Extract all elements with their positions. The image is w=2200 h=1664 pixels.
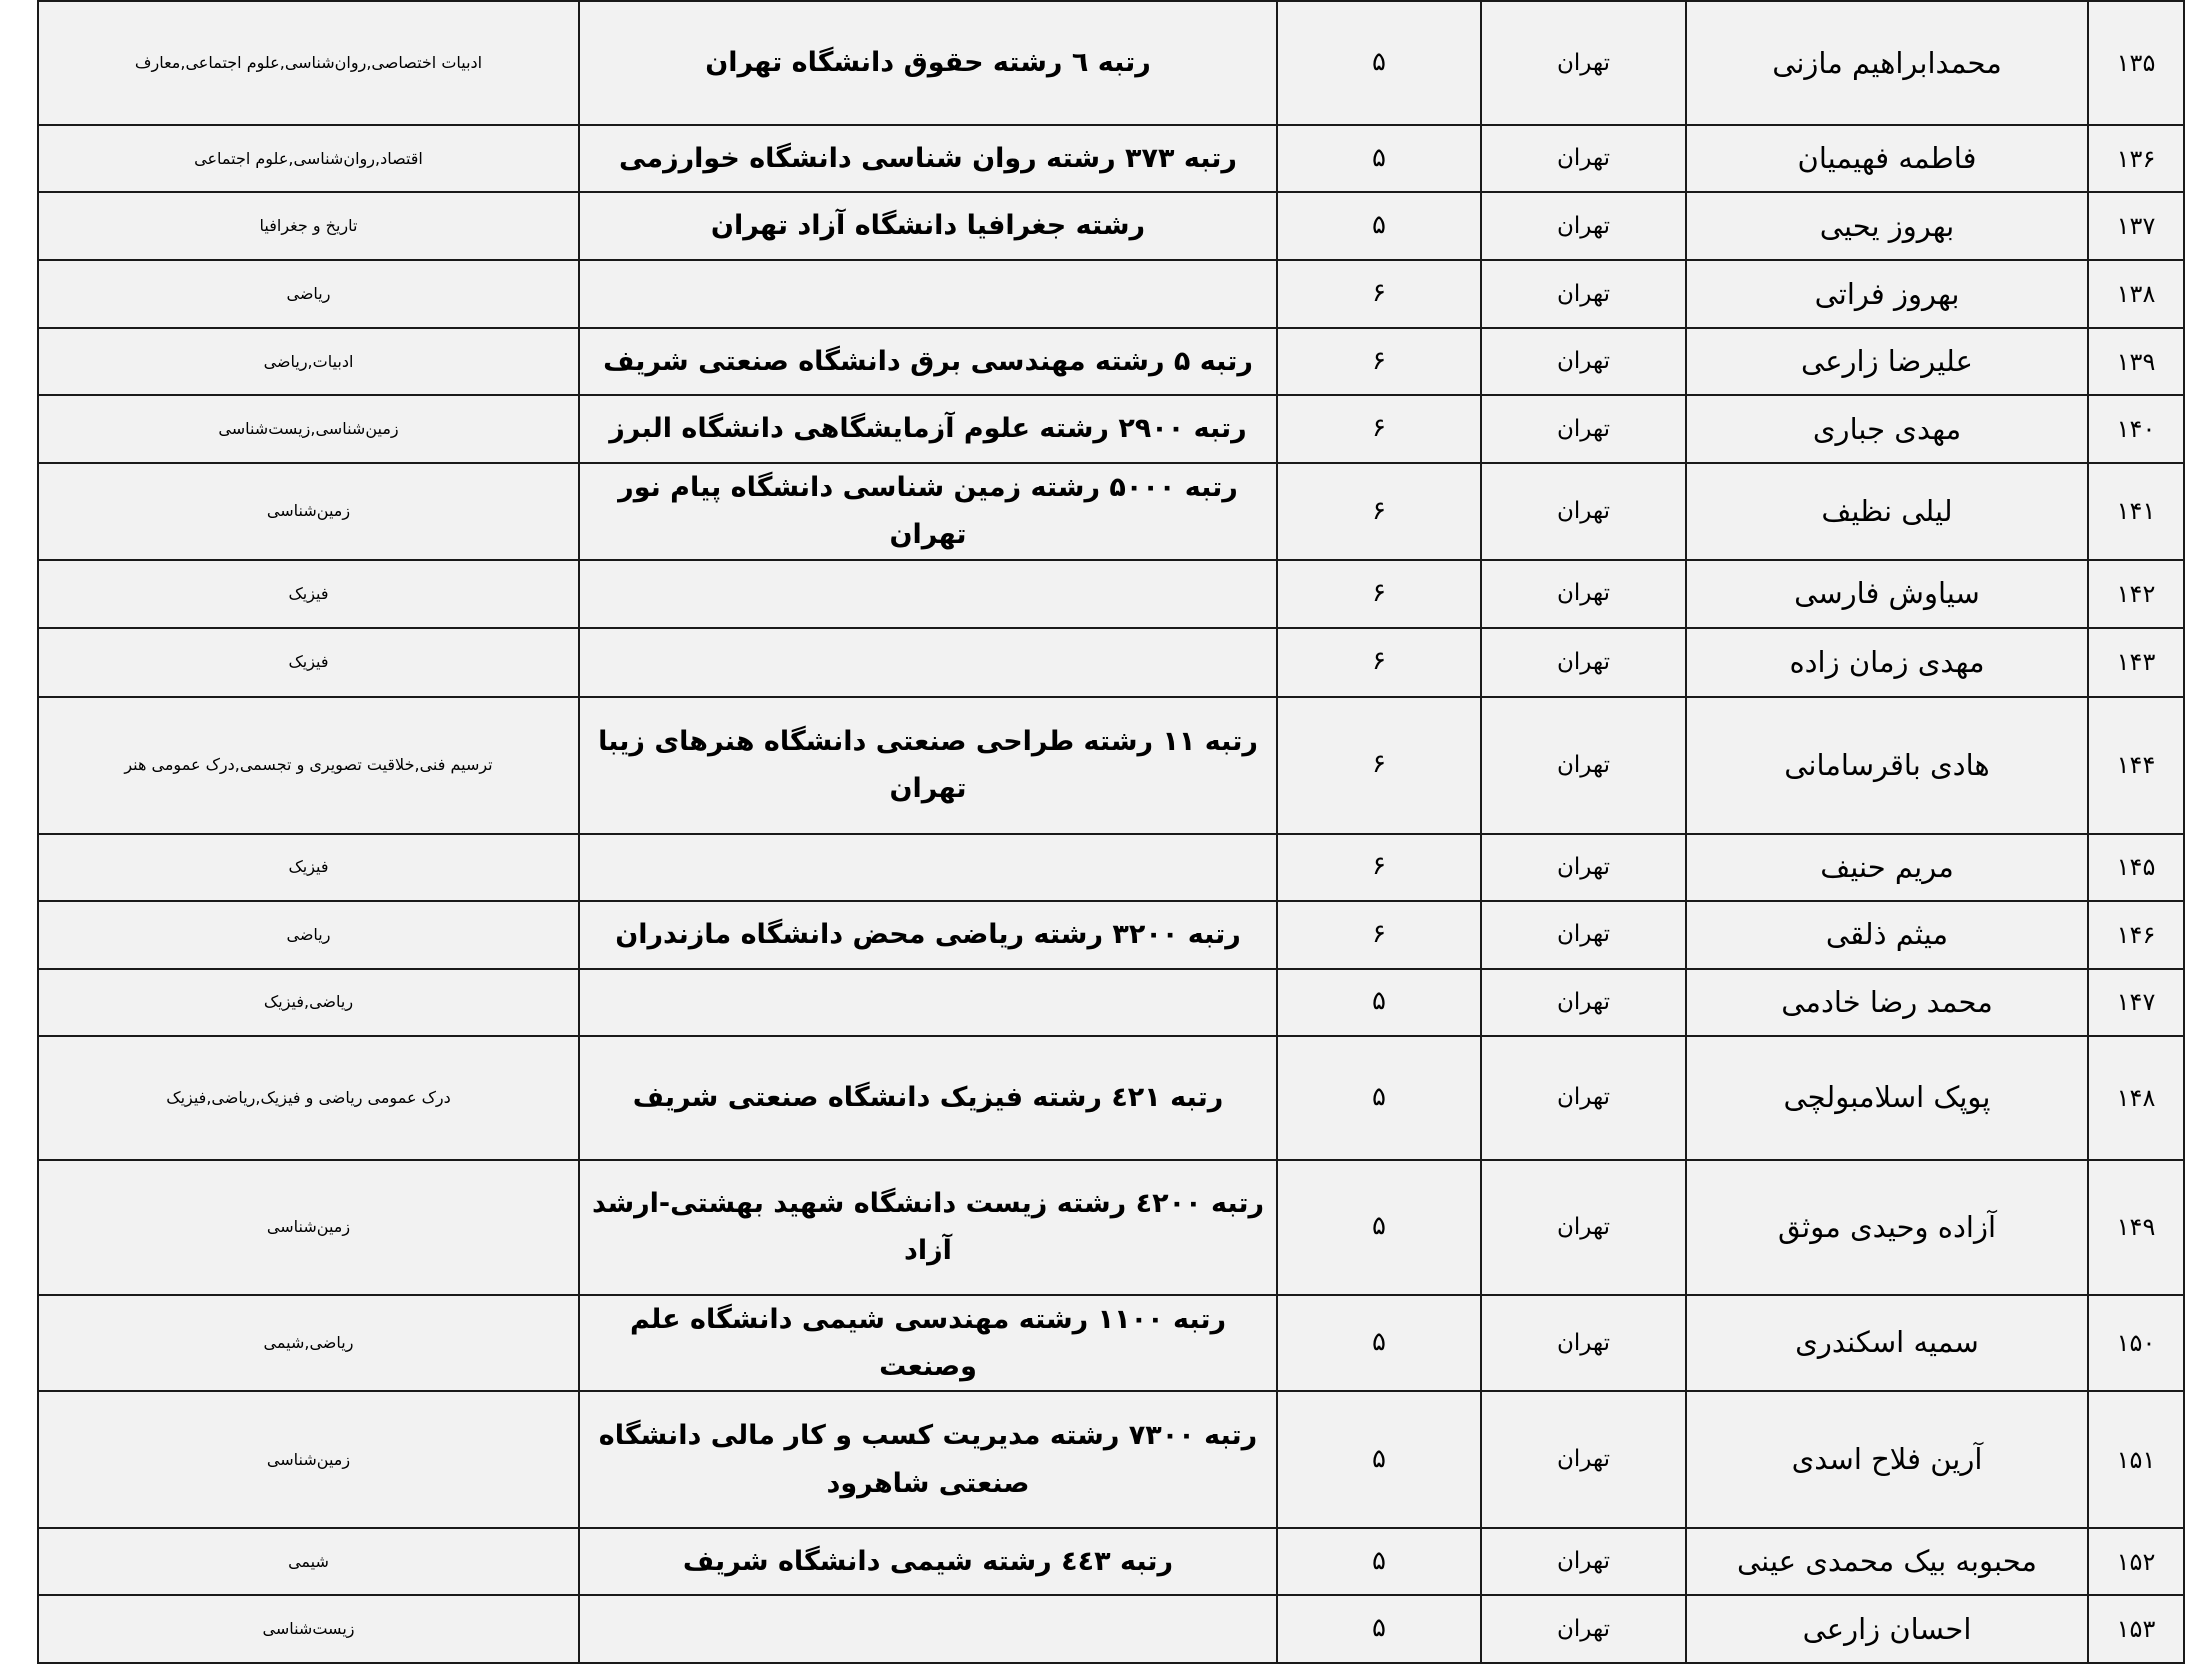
grade-cell: ۵	[1277, 192, 1481, 260]
table-row	[38, 1528, 2184, 1595]
student-name-cell: بهروز فراتی	[1686, 260, 2088, 328]
subjects-cell: شیمی	[38, 1528, 579, 1595]
university-rank-cell: رتبه ٤۲۰۰ رشته زیست دانشگاه شهید بهشتی-ارشد آزاد	[579, 1160, 1277, 1295]
subjects-cell: زمین‌شناسی,زیست‌شناسی	[38, 395, 579, 463]
university-rank-cell	[579, 560, 1277, 628]
row-number-cell: ۱۳۸	[2088, 260, 2184, 328]
city-cell: تهران	[1481, 125, 1686, 192]
table-row	[38, 1, 2184, 125]
subjects-cell: اقتصاد,روان‌شناسی,علوم اجتماعی	[38, 125, 579, 192]
table-row	[38, 628, 2184, 697]
row-number-cell: ۱۴۱	[2088, 463, 2184, 560]
table-row	[38, 192, 2184, 260]
student-name-cell: مهدی زمان زاده	[1686, 628, 2088, 697]
student-name-cell: علیرضا زارعی	[1686, 328, 2088, 395]
subjects-cell: ترسیم فنی,خلاقیت تصویری و تجسمی,درک عمومی هنر	[38, 697, 579, 834]
row-number-cell: ۱۴۶	[2088, 901, 2184, 969]
university-rank-cell	[579, 260, 1277, 328]
table-row	[38, 395, 2184, 463]
subjects-cell: ریاضی	[38, 901, 579, 969]
university-rank-cell: رتبه ٤٤۳ رشته شیمی دانشگاه شریف	[579, 1528, 1277, 1595]
table-row	[38, 1391, 2184, 1528]
city-cell: تهران	[1481, 395, 1686, 463]
university-rank-cell: رتبه ۵ رشته مهندسی برق دانشگاه صنعتی شریف	[579, 328, 1277, 395]
grade-cell: ۵	[1277, 1295, 1481, 1392]
grade-cell: ۶	[1277, 560, 1481, 628]
row-number-cell: ۱۵۰	[2088, 1295, 2184, 1392]
grade-cell: ۶	[1277, 834, 1481, 901]
student-name-cell: احسان زارعی	[1686, 1595, 2088, 1663]
subjects-cell: درک عمومی ریاضی و فیزیک,ریاضی,فیزیک	[38, 1036, 579, 1160]
grade-cell: ۶	[1277, 697, 1481, 834]
row-number-cell: ۱۳۵	[2088, 1, 2184, 125]
city-cell: تهران	[1481, 328, 1686, 395]
grade-cell: ۶	[1277, 260, 1481, 328]
table-row	[38, 1295, 2184, 1392]
city-cell: تهران	[1481, 560, 1686, 628]
city-cell: تهران	[1481, 1595, 1686, 1663]
student-name-cell: آرین فلاح اسدی	[1686, 1391, 2088, 1528]
students-table	[37, 0, 2185, 1664]
grade-cell: ۵	[1277, 1595, 1481, 1663]
city-cell: تهران	[1481, 192, 1686, 260]
university-rank-cell: رتبه ٦ رشته حقوق دانشگاه تهران	[579, 1, 1277, 125]
subjects-cell: فیزیک	[38, 560, 579, 628]
university-rank-cell: رتبه ۲۹۰۰ رشته علوم آزمایشگاهی دانشگاه البرز	[579, 395, 1277, 463]
grade-cell: ۶	[1277, 901, 1481, 969]
student-name-cell: مریم حنیف	[1686, 834, 2088, 901]
row-number-cell: ۱۴۳	[2088, 628, 2184, 697]
table-row	[38, 463, 2184, 560]
row-number-cell: ۱۵۱	[2088, 1391, 2184, 1528]
row-number-cell: ۱۳۷	[2088, 192, 2184, 260]
table-row	[38, 560, 2184, 628]
university-rank-cell: رتبه ۳۷۳ رشته روان شناسی دانشگاه خوارزمی	[579, 125, 1277, 192]
row-number-cell: ۱۴۲	[2088, 560, 2184, 628]
city-cell: تهران	[1481, 1160, 1686, 1295]
university-rank-cell	[579, 834, 1277, 901]
row-number-cell: ۱۴۷	[2088, 969, 2184, 1036]
university-rank-cell	[579, 628, 1277, 697]
student-name-cell: محمدابراهیم مازنی	[1686, 1, 2088, 125]
row-number-cell: ۱۳۹	[2088, 328, 2184, 395]
city-cell: تهران	[1481, 697, 1686, 834]
university-rank-cell: رشته جغرافیا دانشگاه آزاد تهران	[579, 192, 1277, 260]
table-row	[38, 1160, 2184, 1295]
row-number-cell: ۱۴۵	[2088, 834, 2184, 901]
grade-cell: ۶	[1277, 463, 1481, 560]
university-rank-cell: رتبه ۷۳۰۰ رشته مدیریت کسب و کار مالی دانشگاه صنعتی شاهرود	[579, 1391, 1277, 1528]
table-row	[38, 125, 2184, 192]
subjects-cell: ادبیات اختصاصی,روان‌شناسی,علوم اجتماعی,معارف	[38, 1, 579, 125]
city-cell: تهران	[1481, 628, 1686, 697]
subjects-cell: تاریخ و جغرافیا	[38, 192, 579, 260]
row-number-cell: ۱۳۶	[2088, 125, 2184, 192]
grade-cell: ۵	[1277, 1391, 1481, 1528]
table-row	[38, 901, 2184, 969]
university-rank-cell	[579, 969, 1277, 1036]
city-cell: تهران	[1481, 1, 1686, 125]
subjects-cell: زمین‌شناسی	[38, 463, 579, 560]
student-name-cell: هادی باقرسامانی	[1686, 697, 2088, 834]
city-cell: تهران	[1481, 260, 1686, 328]
subjects-cell: زمین‌شناسی	[38, 1160, 579, 1295]
subjects-cell: زمین‌شناسی	[38, 1391, 579, 1528]
student-name-cell: لیلی نظیف	[1686, 463, 2088, 560]
subjects-cell: فیزیک	[38, 628, 579, 697]
table-row	[38, 1036, 2184, 1160]
student-name-cell: میثم ذلقی	[1686, 901, 2088, 969]
university-rank-cell: رتبه ۵۰۰۰ رشته زمین شناسی دانشگاه پیام نور تهران	[579, 463, 1277, 560]
university-rank-cell: رتبه ۳۲۰۰ رشته ریاضی محض دانشگاه مازندران	[579, 901, 1277, 969]
university-rank-cell	[579, 1595, 1277, 1663]
university-rank-cell: رتبه ۱۱۰۰ رشته مهندسی شیمی دانشگاه علم وصنعت	[579, 1295, 1277, 1392]
student-name-cell: پوپک اسلامبولچی	[1686, 1036, 2088, 1160]
row-number-cell: ۱۵۳	[2088, 1595, 2184, 1663]
university-rank-cell: رتبه ۱۱ رشته طراحی صنعتی دانشگاه هنرهای زیبا تهران	[579, 697, 1277, 834]
city-cell: تهران	[1481, 1528, 1686, 1595]
grade-cell: ۶	[1277, 628, 1481, 697]
row-number-cell: ۱۴۴	[2088, 697, 2184, 834]
grade-cell: ۵	[1277, 1528, 1481, 1595]
student-name-cell: فاطمه فهیمیان	[1686, 125, 2088, 192]
student-name-cell: سیاوش فارسی	[1686, 560, 2088, 628]
subjects-cell: فیزیک	[38, 834, 579, 901]
grade-cell: ۵	[1277, 969, 1481, 1036]
subjects-cell: ادبیات,ریاضی	[38, 328, 579, 395]
city-cell: تهران	[1481, 901, 1686, 969]
table-row	[38, 260, 2184, 328]
student-name-cell: بهروز یحیی	[1686, 192, 2088, 260]
table-row	[38, 1595, 2184, 1663]
table-row	[38, 697, 2184, 834]
student-name-cell: مهدی جباری	[1686, 395, 2088, 463]
student-name-cell: محمد رضا خادمی	[1686, 969, 2088, 1036]
subjects-cell: ریاضی,فیزیک	[38, 969, 579, 1036]
subjects-cell: ریاضی	[38, 260, 579, 328]
table-row	[38, 834, 2184, 901]
city-cell: تهران	[1481, 463, 1686, 560]
city-cell: تهران	[1481, 969, 1686, 1036]
row-number-cell: ۱۴۹	[2088, 1160, 2184, 1295]
table-row	[38, 328, 2184, 395]
grade-cell: ۶	[1277, 395, 1481, 463]
city-cell: تهران	[1481, 834, 1686, 901]
grade-cell: ۵	[1277, 1036, 1481, 1160]
university-rank-cell: رتبه ٤۲۱ رشته فیزیک دانشگاه صنعتی شریف	[579, 1036, 1277, 1160]
subjects-cell: زیست‌شناسی	[38, 1595, 579, 1663]
city-cell: تهران	[1481, 1036, 1686, 1160]
row-number-cell: ۱۴۰	[2088, 395, 2184, 463]
grade-cell: ۵	[1277, 125, 1481, 192]
subjects-cell: ریاضی,شیمی	[38, 1295, 579, 1392]
grade-cell: ۵	[1277, 1, 1481, 125]
student-name-cell: آزاده وحیدی موثق	[1686, 1160, 2088, 1295]
student-name-cell: سمیه اسکندری	[1686, 1295, 2088, 1392]
row-number-cell: ۱۵۲	[2088, 1528, 2184, 1595]
row-number-cell: ۱۴۸	[2088, 1036, 2184, 1160]
city-cell: تهران	[1481, 1391, 1686, 1528]
table-row	[38, 969, 2184, 1036]
grade-cell: ۶	[1277, 328, 1481, 395]
city-cell: تهران	[1481, 1295, 1686, 1392]
grade-cell: ۵	[1277, 1160, 1481, 1295]
student-name-cell: محبوبه بیک محمدی عینی	[1686, 1528, 2088, 1595]
